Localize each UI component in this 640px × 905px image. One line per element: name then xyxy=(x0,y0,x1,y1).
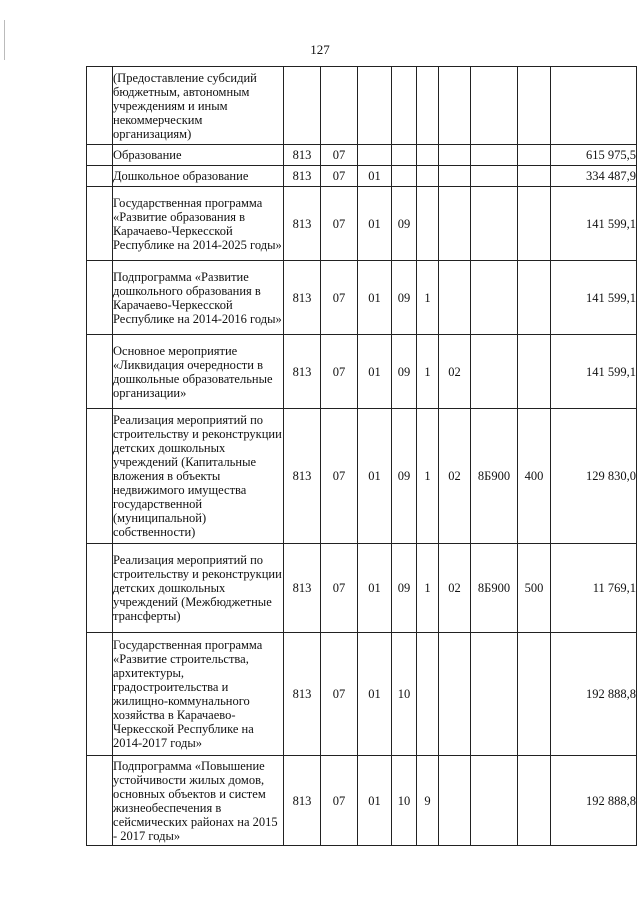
type-code xyxy=(518,67,551,145)
ministry-code: 813 xyxy=(284,756,321,846)
section-code: 07 xyxy=(321,335,358,409)
row-number-cell xyxy=(87,187,113,261)
type-code: 400 xyxy=(518,409,551,544)
ministry-code: 813 xyxy=(284,335,321,409)
row-amount: 129 830,0 xyxy=(551,409,637,544)
expense-code xyxy=(471,756,518,846)
program-code: 10 xyxy=(392,756,417,846)
table-row xyxy=(87,261,637,335)
ministry-code: 813 xyxy=(284,261,321,335)
subprogram-code xyxy=(417,67,439,145)
type-code xyxy=(518,756,551,846)
subprogram-code xyxy=(417,166,439,187)
ministry-code: 813 xyxy=(284,544,321,633)
program-code xyxy=(392,166,417,187)
event-code: 02 xyxy=(439,335,471,409)
event-code xyxy=(439,166,471,187)
row-amount: 141 599,1 xyxy=(551,335,637,409)
row-number-cell xyxy=(87,145,113,166)
budget-table xyxy=(86,66,637,846)
subprogram-code: 1 xyxy=(417,261,439,335)
row-name: Государственная программа «Развитие образования в Карачаево-Черкесской Республике на 2014-2025 годы» xyxy=(113,187,284,261)
row-amount: 615 975,5 xyxy=(551,145,637,166)
table-body xyxy=(87,67,637,846)
type-code xyxy=(518,335,551,409)
expense-code xyxy=(471,633,518,756)
program-code: 10 xyxy=(392,633,417,756)
ministry-code: 813 xyxy=(284,633,321,756)
expense-code xyxy=(471,335,518,409)
expense-code xyxy=(471,67,518,145)
subsection-code: 01 xyxy=(358,261,392,335)
ministry-code: 813 xyxy=(284,145,321,166)
subprogram-code xyxy=(417,187,439,261)
table-row xyxy=(87,544,637,633)
subsection-code: 01 xyxy=(358,166,392,187)
row-number-cell xyxy=(87,409,113,544)
row-name: Образование xyxy=(113,145,284,166)
row-name: Государственная программа «Развитие строительства, архитектуры, градостроительства и жилищно-коммунального хозяйства в Карачаево-Черкесской Республике на 2014-2017 годы» xyxy=(113,633,284,756)
row-amount: 141 599,1 xyxy=(551,261,637,335)
row-number-cell xyxy=(87,261,113,335)
subsection-code: 01 xyxy=(358,187,392,261)
expense-code xyxy=(471,261,518,335)
program-code: 09 xyxy=(392,335,417,409)
row-amount xyxy=(551,67,637,145)
subprogram-code xyxy=(417,633,439,756)
row-name: Подпрограмма «Развитие дошкольного образования в Карачаево-Черкесской Республике на 2014-2016 годы» xyxy=(113,261,284,335)
section-code: 07 xyxy=(321,166,358,187)
table-row xyxy=(87,409,637,544)
event-code xyxy=(439,67,471,145)
subsection-code xyxy=(358,67,392,145)
subprogram-code: 1 xyxy=(417,335,439,409)
program-code: 09 xyxy=(392,187,417,261)
event-code xyxy=(439,145,471,166)
row-name: (Предоставление субсидий бюджетным, автономным учреждениям и иным некоммерческим организациям) xyxy=(113,67,284,145)
scan-edge-mark xyxy=(4,20,5,60)
section-code: 07 xyxy=(321,633,358,756)
table-row xyxy=(87,756,637,846)
section-code: 07 xyxy=(321,544,358,633)
row-name: Подпрограмма «Повышение устойчивости жилых домов, основных объектов и систем жизнеобеспечения в сейсмических районах на 2015 - 2017 годы» xyxy=(113,756,284,846)
section-code: 07 xyxy=(321,756,358,846)
table-row xyxy=(87,335,637,409)
row-amount: 192 888,8 xyxy=(551,756,637,846)
row-name: Реализация мероприятий по строительству и реконструкции детских дошкольных учреждений (Межбюджетные трансферты) xyxy=(113,544,284,633)
page-number: 127 xyxy=(310,42,330,57)
event-code xyxy=(439,633,471,756)
section-code: 07 xyxy=(321,145,358,166)
subsection-code: 01 xyxy=(358,335,392,409)
subprogram-code: 1 xyxy=(417,409,439,544)
section-code: 07 xyxy=(321,409,358,544)
row-amount: 192 888,8 xyxy=(551,633,637,756)
type-code xyxy=(518,187,551,261)
event-code xyxy=(439,756,471,846)
row-amount: 11 769,1 xyxy=(551,544,637,633)
subsection-code: 01 xyxy=(358,756,392,846)
ministry-code: 813 xyxy=(284,166,321,187)
type-code xyxy=(518,633,551,756)
expense-code xyxy=(471,187,518,261)
row-amount: 334 487,9 xyxy=(551,166,637,187)
ministry-code xyxy=(284,67,321,145)
table-row xyxy=(87,166,637,187)
row-name: Реализация мероприятий по строительству и реконструкции детских дошкольных учреждений (Капитальные вложения в объекты недвижимого имущества государственной (муниципальной) собственности) xyxy=(113,409,284,544)
section-code xyxy=(321,67,358,145)
program-code: 09 xyxy=(392,544,417,633)
subsection-code: 01 xyxy=(358,544,392,633)
subprogram-code xyxy=(417,145,439,166)
table-row xyxy=(87,67,637,145)
expense-code xyxy=(471,145,518,166)
expense-code xyxy=(471,166,518,187)
subsection-code: 01 xyxy=(358,409,392,544)
subsection-code: 01 xyxy=(358,633,392,756)
expense-code: 8Б900 xyxy=(471,409,518,544)
table-row xyxy=(87,633,637,756)
event-code: 02 xyxy=(439,409,471,544)
row-number-cell xyxy=(87,166,113,187)
type-code xyxy=(518,145,551,166)
row-number-cell xyxy=(87,67,113,145)
row-number-cell xyxy=(87,544,113,633)
expense-code: 8Б900 xyxy=(471,544,518,633)
program-code xyxy=(392,67,417,145)
section-code: 07 xyxy=(321,187,358,261)
program-code: 09 xyxy=(392,409,417,544)
table-row xyxy=(87,187,637,261)
subprogram-code: 9 xyxy=(417,756,439,846)
row-amount: 141 599,1 xyxy=(551,187,637,261)
subsection-code xyxy=(358,145,392,166)
event-code xyxy=(439,187,471,261)
section-code: 07 xyxy=(321,261,358,335)
subprogram-code: 1 xyxy=(417,544,439,633)
table-row xyxy=(87,145,637,166)
type-code xyxy=(518,166,551,187)
event-code: 02 xyxy=(439,544,471,633)
ministry-code: 813 xyxy=(284,187,321,261)
type-code xyxy=(518,261,551,335)
event-code xyxy=(439,261,471,335)
program-code xyxy=(392,145,417,166)
row-name: Дошкольное образование xyxy=(113,166,284,187)
row-number-cell xyxy=(87,335,113,409)
type-code: 500 xyxy=(518,544,551,633)
ministry-code: 813 xyxy=(284,409,321,544)
program-code: 09 xyxy=(392,261,417,335)
row-number-cell xyxy=(87,633,113,756)
row-name: Основное мероприятие «Ликвидация очередности в дошкольные образовательные организации» xyxy=(113,335,284,409)
row-number-cell xyxy=(87,756,113,846)
